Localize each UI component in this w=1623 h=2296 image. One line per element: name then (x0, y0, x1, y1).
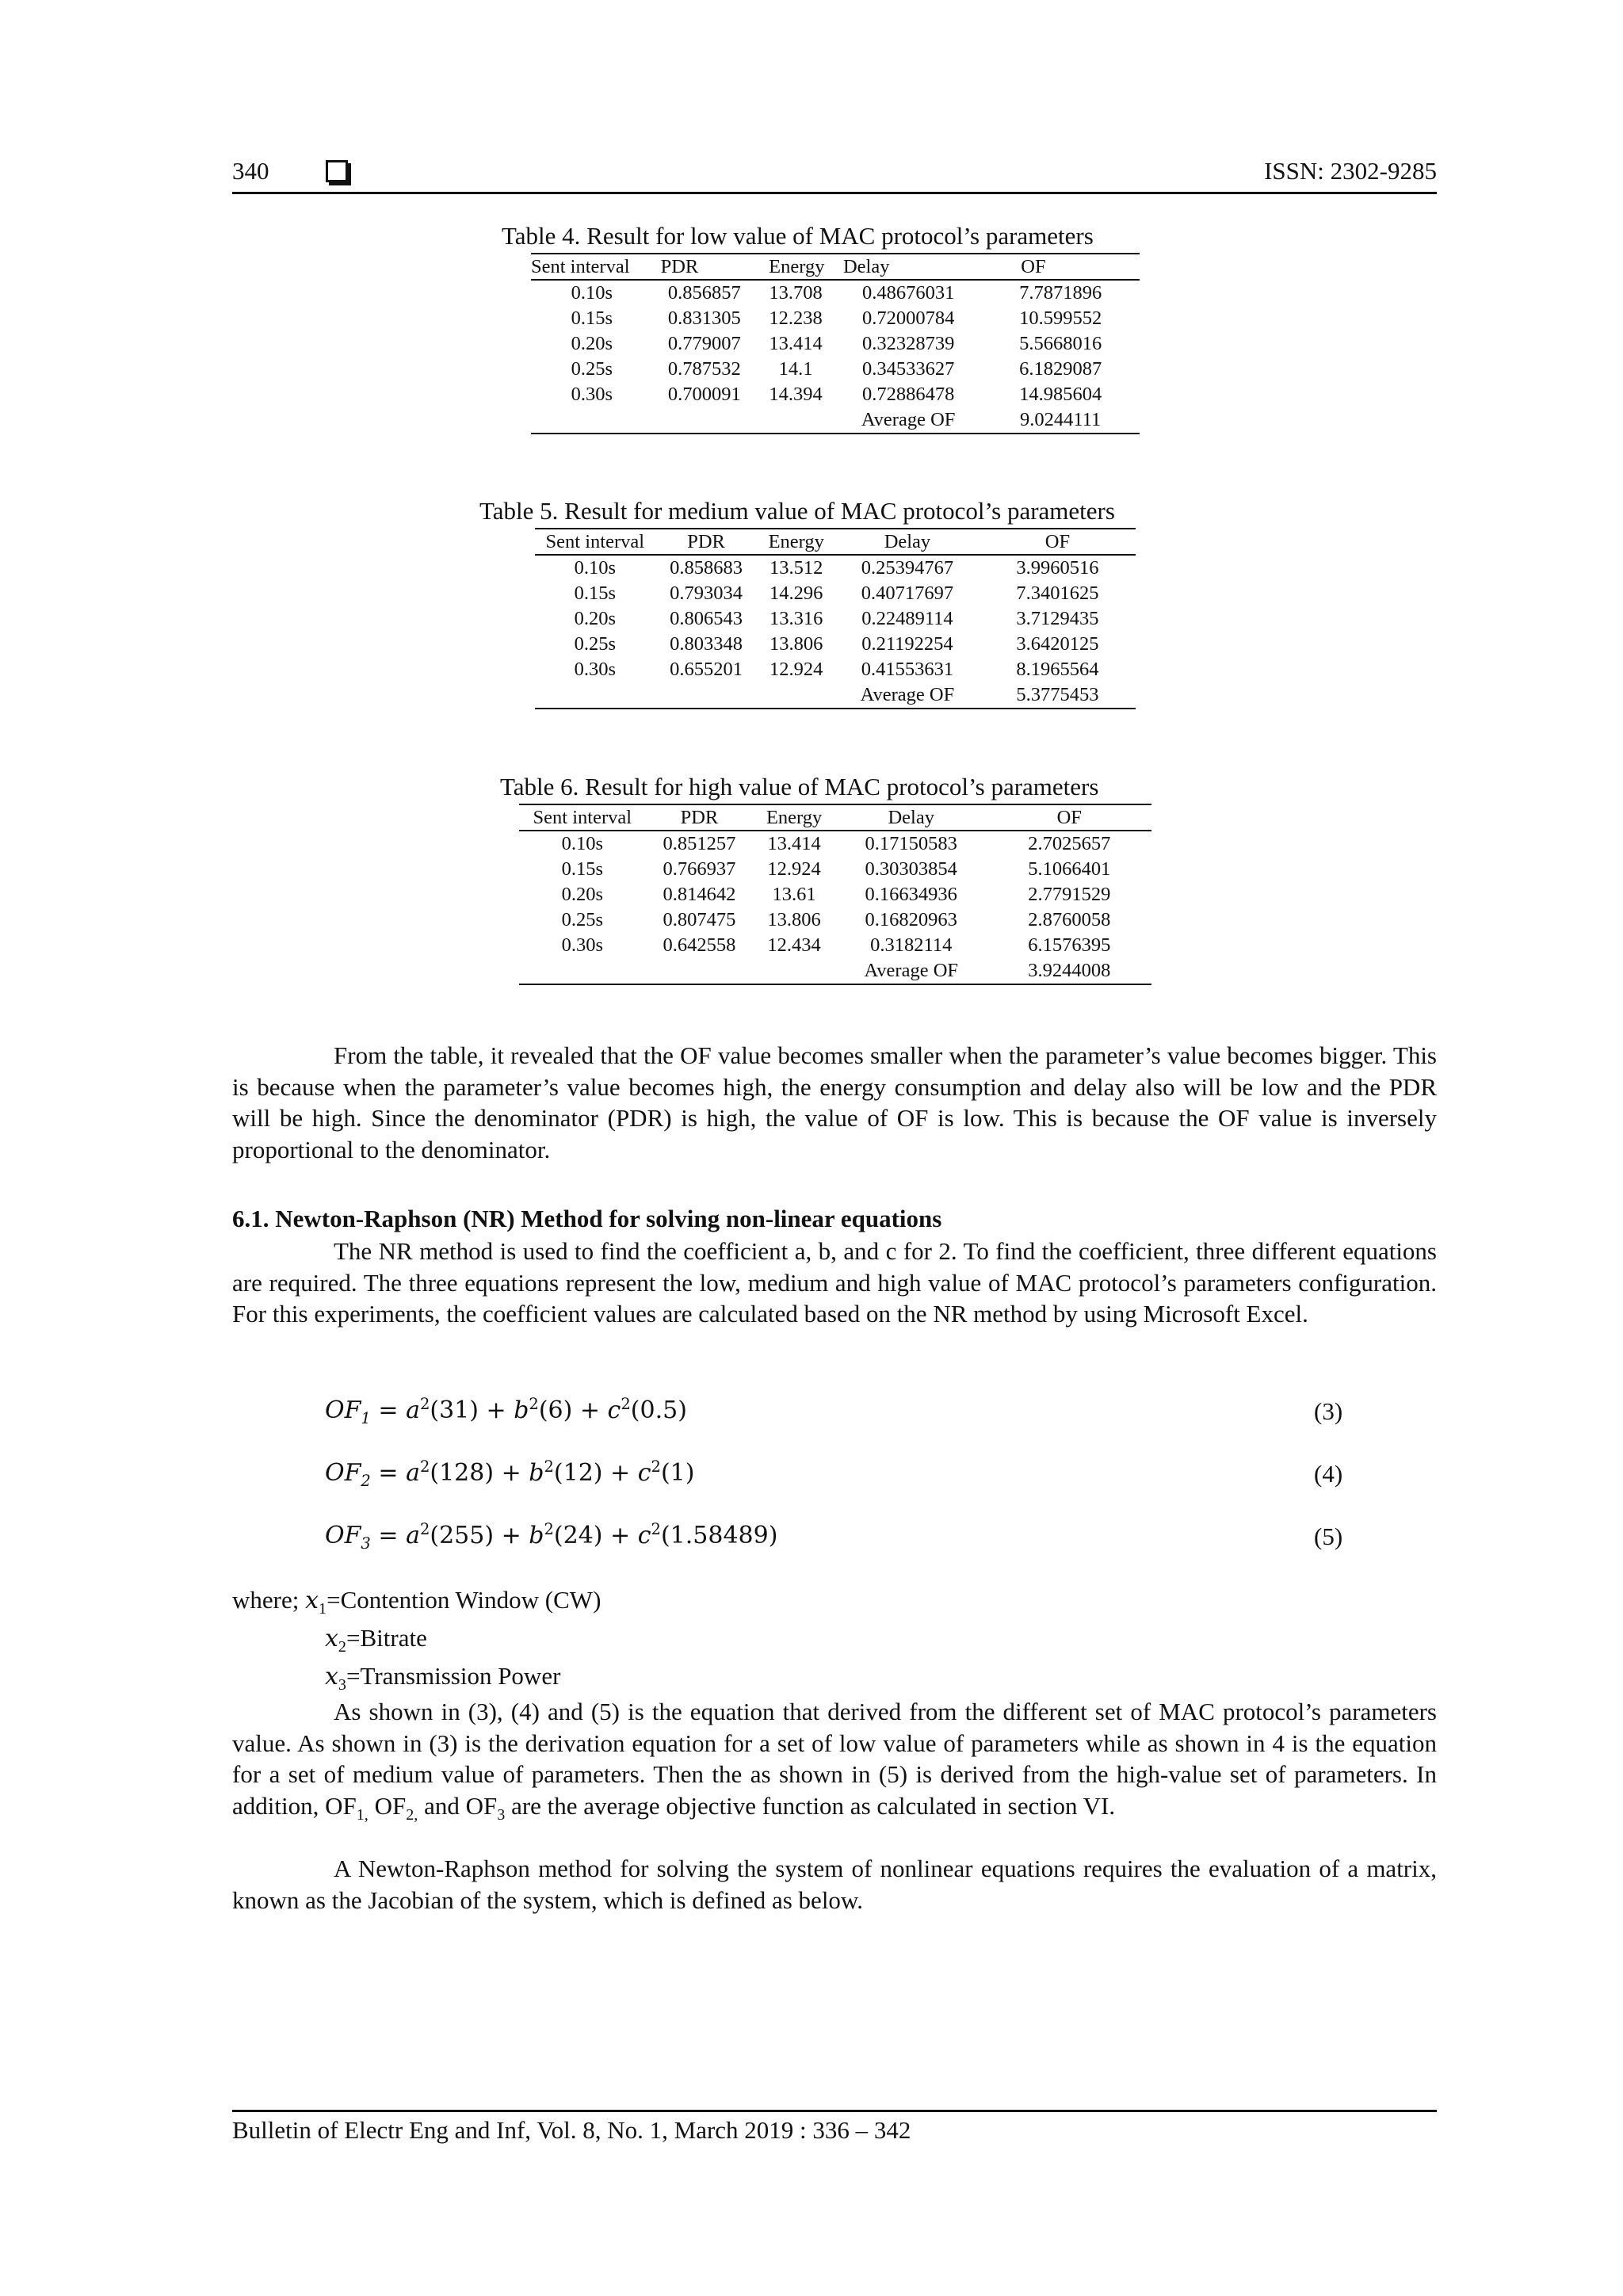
eq-term-3: (0.5) (630, 1396, 687, 1424)
column-header: PDR (653, 254, 757, 280)
table-cell: 0.700091 (667, 384, 741, 405)
table-cell: 0.15s (571, 308, 613, 329)
column-header: Energy (753, 804, 835, 831)
table-cell: 5.5668016 (1019, 333, 1102, 354)
table-cell: 12.434 (767, 934, 821, 956)
table-cell: 0.814642 (663, 884, 736, 905)
table-cell: 10.599552 (1019, 308, 1102, 329)
column-header: OF (987, 804, 1152, 831)
table-row (531, 357, 1140, 382)
where-prefix: where; (232, 1586, 300, 1614)
table-cell: 0.15s (561, 858, 603, 880)
table-cell: 0.30s (561, 934, 603, 956)
average-of-value: 3.9244008 (987, 958, 1152, 984)
eq-term-2: (12) (553, 1459, 603, 1487)
eq-term-2: (24) (553, 1522, 603, 1549)
column-header: Delay (835, 804, 987, 831)
equation-3: $OF_1 = a^2(31) + b^2(6) + c^2(0.5)$ (325, 1395, 687, 1427)
checkbox-square-icon (326, 160, 348, 182)
results-paragraph: From the table, it revealed that the OF value becomes smaller when the parameter’s value becomes bigger. This is because when the parameter’s value becomes high, the energy consumption and delay also will be low and the PDR will be high. Since the denominator (PDR) is high, the value of OF is low. This is because the OF value is inversely proportional to the denominator. (232, 1041, 1437, 1163)
table-header-row (531, 254, 1140, 280)
table-cell: 0.25394767 (861, 557, 954, 579)
column-header: Energy (756, 254, 835, 280)
table-cell: 0.15s (574, 583, 616, 604)
table-row (519, 831, 1151, 857)
table-row (519, 882, 1151, 907)
table-cell: 0.20s (574, 608, 616, 629)
table-cell: 0.30s (574, 659, 616, 680)
table-cell: 12.238 (769, 308, 823, 329)
table-cell: 12.924 (767, 858, 821, 880)
table-cell: 0.766937 (663, 858, 736, 880)
table-row (531, 382, 1140, 407)
jacobian-paragraph: A Newton-Raphson method for solving the system of nonlinear equations requires the evaluation of a matrix, known as the Jacobian of the system, which is defined as below. (232, 1855, 1437, 1914)
table-cell: 0.25s (571, 358, 613, 380)
table-cell: 7.7871896 (1019, 282, 1102, 304)
table-cell: 2.8760058 (1028, 909, 1111, 930)
table-average-row (519, 958, 1151, 984)
table-row (519, 907, 1151, 933)
table-cell: 13.512 (769, 557, 823, 579)
column-header: Delay (835, 254, 981, 280)
eq-term-1: (31) (430, 1396, 479, 1424)
derivation-paragraph: As shown in (3), (4) and (5) is the equation that derived from the different set of MAC protocol’s parameters value. As shown in (3) is the derivation equation for a set of low value of parameters while as shown in 4 is the equation for a set of medium value of parameters. Then the as shown in (5) is derived from the high-value set of parameters. In addition, $OF_{1,}$ $OF_{2,}$ and $OF_3$ are the average objective function as calculated in section VI. (232, 1698, 1437, 1824)
table-cell: 0.20s (561, 884, 603, 905)
table-cell: 13.414 (769, 333, 823, 354)
table-cell: 0.806543 (670, 608, 743, 629)
table-cell: 14.1 (778, 358, 813, 380)
table-cell: 0.16820963 (865, 909, 957, 930)
table-cell: 3.9960516 (1016, 557, 1099, 579)
column-header: Sent interval (519, 804, 646, 831)
table-cell: 6.1576395 (1028, 934, 1111, 956)
column-header: OF (980, 529, 1136, 555)
table-cell: 14.394 (769, 384, 823, 405)
eq-term-3: (1) (660, 1459, 695, 1487)
table-row (519, 857, 1151, 882)
page-header (232, 157, 1437, 195)
eq-term-2: (6) (538, 1396, 573, 1424)
table-row (531, 280, 1140, 306)
table-cell: 12.924 (769, 659, 823, 680)
table-cell: 0.10s (574, 557, 616, 579)
table-row (535, 632, 1136, 657)
where-item: =Transmission Power (346, 1662, 561, 1690)
table-cell: 0.41553631 (861, 659, 954, 680)
eq-lhs-subscript: 3 (361, 1534, 371, 1553)
equation-number: (4) (1314, 1460, 1343, 1488)
equation-4: $OF_2 = a^2(128) + b^2(12) + c^2(1)$ (325, 1457, 695, 1490)
table-4-caption: Table 4. Result for low value of MAC protocol’s parameters (502, 222, 1094, 250)
table-cell: 0.30s (571, 384, 613, 405)
column-header: PDR (646, 804, 754, 831)
table-cell: 0.807475 (663, 909, 736, 930)
equation-number: (5) (1314, 1522, 1343, 1550)
page-footer: Bulletin of Electr Eng and Inf, Vol. 8, No. 1, March 2019 : 336 – 342 (232, 2116, 911, 2144)
table-cell: 0.831305 (667, 308, 741, 329)
table-6-caption: Table 6. Result for high value of MAC protocol’s parameters (500, 773, 1099, 800)
where-item: =Bitrate (346, 1624, 427, 1652)
table-cell: 6.1829087 (1019, 358, 1102, 380)
average-of-label: Average OF (835, 682, 980, 709)
table-cell: 0.48676031 (861, 282, 955, 304)
table-cell: 0.10s (571, 282, 613, 304)
equation-number: (3) (1314, 1397, 1343, 1425)
table-header-row (519, 804, 1151, 831)
table-header-row (535, 529, 1136, 555)
table-cell: 0.22489114 (861, 608, 953, 629)
table-cell: 14.985604 (1019, 384, 1102, 405)
table-5 (535, 528, 1136, 709)
where-item: =Contention Window (CW) (327, 1586, 601, 1614)
table-row (531, 331, 1140, 357)
table-cell: 0.16634936 (865, 884, 957, 905)
table-4 (531, 253, 1140, 434)
table-cell: 13.414 (767, 833, 821, 854)
column-header: Energy (757, 529, 835, 555)
page-number: 340 (232, 157, 269, 185)
table-cell: 0.3182114 (870, 934, 953, 956)
table-cell: 8.1965564 (1016, 659, 1099, 680)
table-row (535, 657, 1136, 682)
average-of-label: Average OF (835, 958, 987, 984)
table-cell: 0.30303854 (865, 858, 957, 880)
table-row (535, 555, 1136, 581)
table-cell: 0.655201 (670, 659, 743, 680)
column-header: Sent interval (535, 529, 655, 555)
table-cell: 0.856857 (667, 282, 741, 304)
table-cell: 0.779007 (667, 333, 741, 354)
average-of-label: Average OF (835, 407, 981, 434)
table-cell: 0.787532 (667, 358, 741, 380)
table-cell: 3.6420125 (1016, 633, 1099, 655)
table-5-caption: Table 5. Result for medium value of MAC protocol’s parameters (479, 497, 1115, 525)
footer-rule (232, 2110, 1437, 2112)
table-cell: 0.17150583 (865, 833, 957, 854)
table-cell: 0.34533627 (861, 358, 955, 380)
table-cell: 2.7791529 (1028, 884, 1111, 905)
table-6 (519, 804, 1151, 985)
table-row (535, 606, 1136, 632)
table-cell: 0.858683 (670, 557, 743, 579)
table-cell: 0.32328739 (861, 333, 955, 354)
table-cell: 13.806 (767, 909, 821, 930)
table-cell: 0.25s (561, 909, 603, 930)
table-cell: 0.21192254 (861, 633, 953, 655)
table-cell: 0.793034 (670, 583, 743, 604)
table-row (531, 306, 1140, 331)
table-cell: 0.40717697 (861, 583, 954, 604)
table-cell: 2.7025657 (1028, 833, 1111, 854)
table-cell: 0.72000784 (861, 308, 955, 329)
table-cell: 0.25s (574, 633, 616, 655)
table-cell: 13.708 (769, 282, 823, 304)
table-cell: 0.10s (561, 833, 603, 854)
table-cell: 7.3401625 (1016, 583, 1099, 604)
column-header: PDR (655, 529, 758, 555)
eq-lhs-subscript: 1 (361, 1409, 371, 1427)
eq-lhs-subscript: 2 (361, 1472, 371, 1490)
column-header: OF (981, 254, 1140, 280)
table-cell: 13.806 (769, 633, 823, 655)
table-cell: 0.20s (571, 333, 613, 354)
table-cell: 0.642558 (663, 934, 736, 956)
table-row (535, 581, 1136, 606)
table-cell: 3.7129435 (1016, 608, 1099, 629)
where-line-2: $x_2=Bitrate$ (325, 1624, 427, 1656)
table-cell: 0.72886478 (861, 384, 955, 405)
table-row (519, 933, 1151, 958)
section-heading: 6.1. Newton-Raphson (NR) Method for solving non-linear equations (232, 1205, 942, 1232)
eq-term-1: (128) (430, 1459, 495, 1487)
where-line-1: where; $x_1=Contention$ Window (CW) (232, 1586, 601, 1618)
table-cell: 14.296 (769, 583, 823, 604)
table-average-row (531, 407, 1140, 434)
column-header: Sent interval (531, 254, 653, 280)
issn: ISSN: 2302-9285 (1264, 157, 1437, 185)
table-average-row (535, 682, 1136, 709)
where-line-3: $x_3=Transmission$ Power (325, 1662, 561, 1694)
table-cell: 5.1066401 (1028, 858, 1111, 880)
equation-5: $OF_3 = a^2(255) + b^2(24) + c^2(1.58489)$ (325, 1520, 778, 1553)
average-of-value: 5.3775453 (980, 682, 1136, 709)
table-cell: 13.61 (772, 884, 816, 905)
average-of-value: 9.0244111 (981, 407, 1140, 434)
table-cell: 0.803348 (670, 633, 743, 655)
header-rule (232, 192, 1437, 194)
eq-term-3: (1.58489) (660, 1522, 778, 1549)
table-cell: 13.316 (769, 608, 823, 629)
eq-term-1: (255) (430, 1522, 495, 1549)
table-cell: 0.851257 (663, 833, 736, 854)
column-header: Delay (835, 529, 980, 555)
nr-method-paragraph: The NR method is used to find the coefficient a, b, and c for 2. To find the coefficient, three different equations are required. The three equations represent the low, medium and high value of MAC protocol’s parameters configuration. For this experiments, the coefficient values are calculated based on the NR method by using Microsoft Excel. (232, 1237, 1437, 1328)
